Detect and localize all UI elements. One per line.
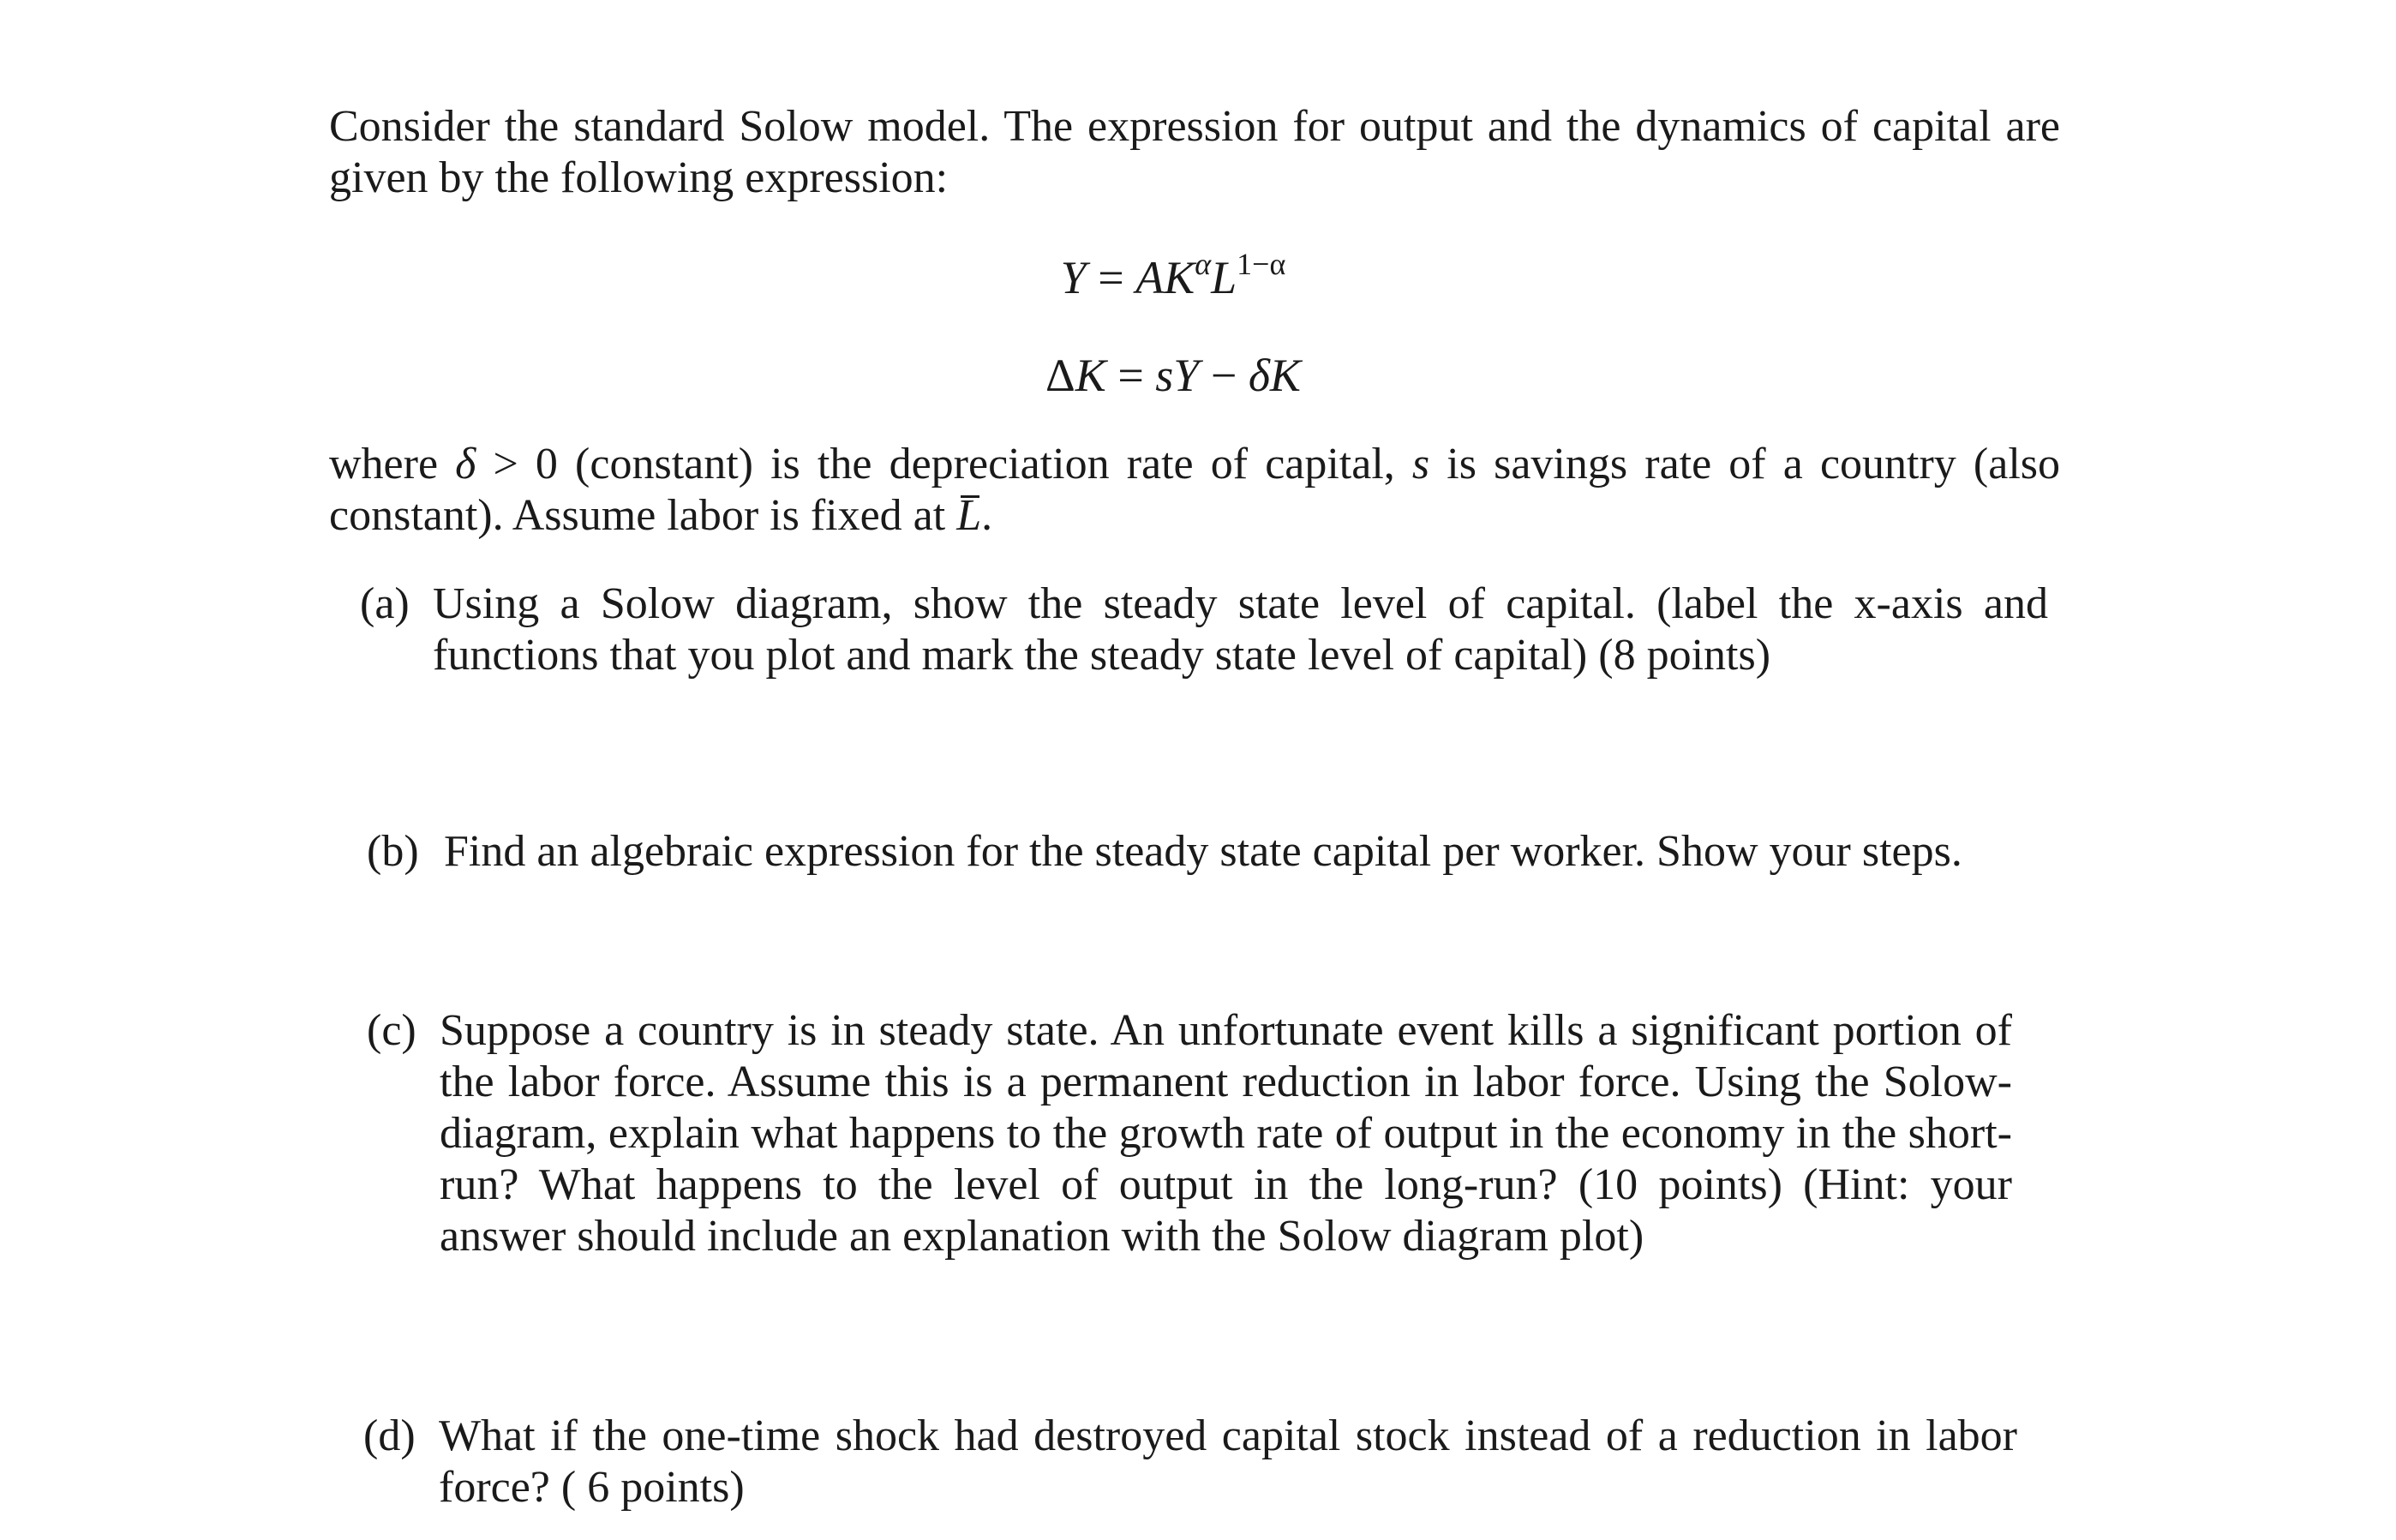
- where-text-3: is savings rate of a country (also constant). Assume labor is fixed at: [329, 440, 2061, 540]
- output-equation: [329, 247, 2017, 303]
- output-equals: =: [1086, 252, 1136, 303]
- capital-equation: [329, 350, 2017, 401]
- output-labor-exponent: 1−α: [1237, 247, 1286, 281]
- problem-page: [329, 101, 2060, 542]
- output-l: L: [1211, 252, 1237, 303]
- question-d-text: What if the one-time shock had destroyed capital stock instead of a reduction in labor force? ( 6 points): [439, 1411, 2017, 1512]
- question-a: [360, 578, 2048, 681]
- capital-lhs-k: K: [1075, 350, 1106, 401]
- capital-minus: −: [1199, 350, 1249, 401]
- capital-equals: =: [1105, 350, 1156, 401]
- capital-delta-symbol: Δ: [1045, 350, 1075, 401]
- where-text-4: .: [981, 491, 993, 540]
- question-c: [367, 1005, 2012, 1262]
- question-b: [367, 826, 2081, 878]
- where-s: s: [1411, 440, 1430, 488]
- output-lhs: Y: [1060, 252, 1087, 303]
- question-d-label: (d): [363, 1411, 416, 1460]
- question-b-label: (b): [367, 827, 419, 876]
- capital-depreciation-delta: δ: [1248, 350, 1270, 401]
- question-b-text: Find an algebraic expression for the steady state capital per worker. Show your steps.: [444, 827, 1962, 876]
- capital-s: s: [1155, 350, 1174, 401]
- question-a-text: Using a Solow diagram, show the steady state level of capital. (label the x-axis and functions that you plot and mark the steady state level of capital) (8 points): [433, 579, 2048, 680]
- question-d: [363, 1411, 2017, 1513]
- question-a-label: (a): [360, 579, 410, 628]
- question-c-text: Suppose a country is in steady state. An unfortunate event kills a significant portion of the labor force. Assume this is a permanent reduction in labor force. Using the Solow-diagram, explain what happens to the growth rate of output in the economy in the short-run? What happens to the level of output in the long-run? (10 points) (Hint: your answer should include an explanation with the Solow diagram plot): [440, 1006, 2012, 1261]
- intro-paragraph: Consider the standard Solow model. The expression for output and the dynamics of capital are given by the following expression:: [329, 102, 2060, 202]
- where-text-1: where: [329, 440, 456, 488]
- question-c-label: (c): [367, 1006, 416, 1055]
- where-delta: δ: [455, 440, 476, 488]
- output-ak: AK: [1135, 252, 1195, 303]
- capital-k: K: [1269, 350, 1301, 401]
- where-l-bar: L: [956, 491, 982, 540]
- capital-y: Y: [1173, 350, 1200, 401]
- where-text-2: > 0 (constant) is the depreciation rate of capital,: [476, 440, 1412, 488]
- output-alpha-exponent: α: [1195, 247, 1212, 281]
- where-paragraph: [329, 439, 2060, 542]
